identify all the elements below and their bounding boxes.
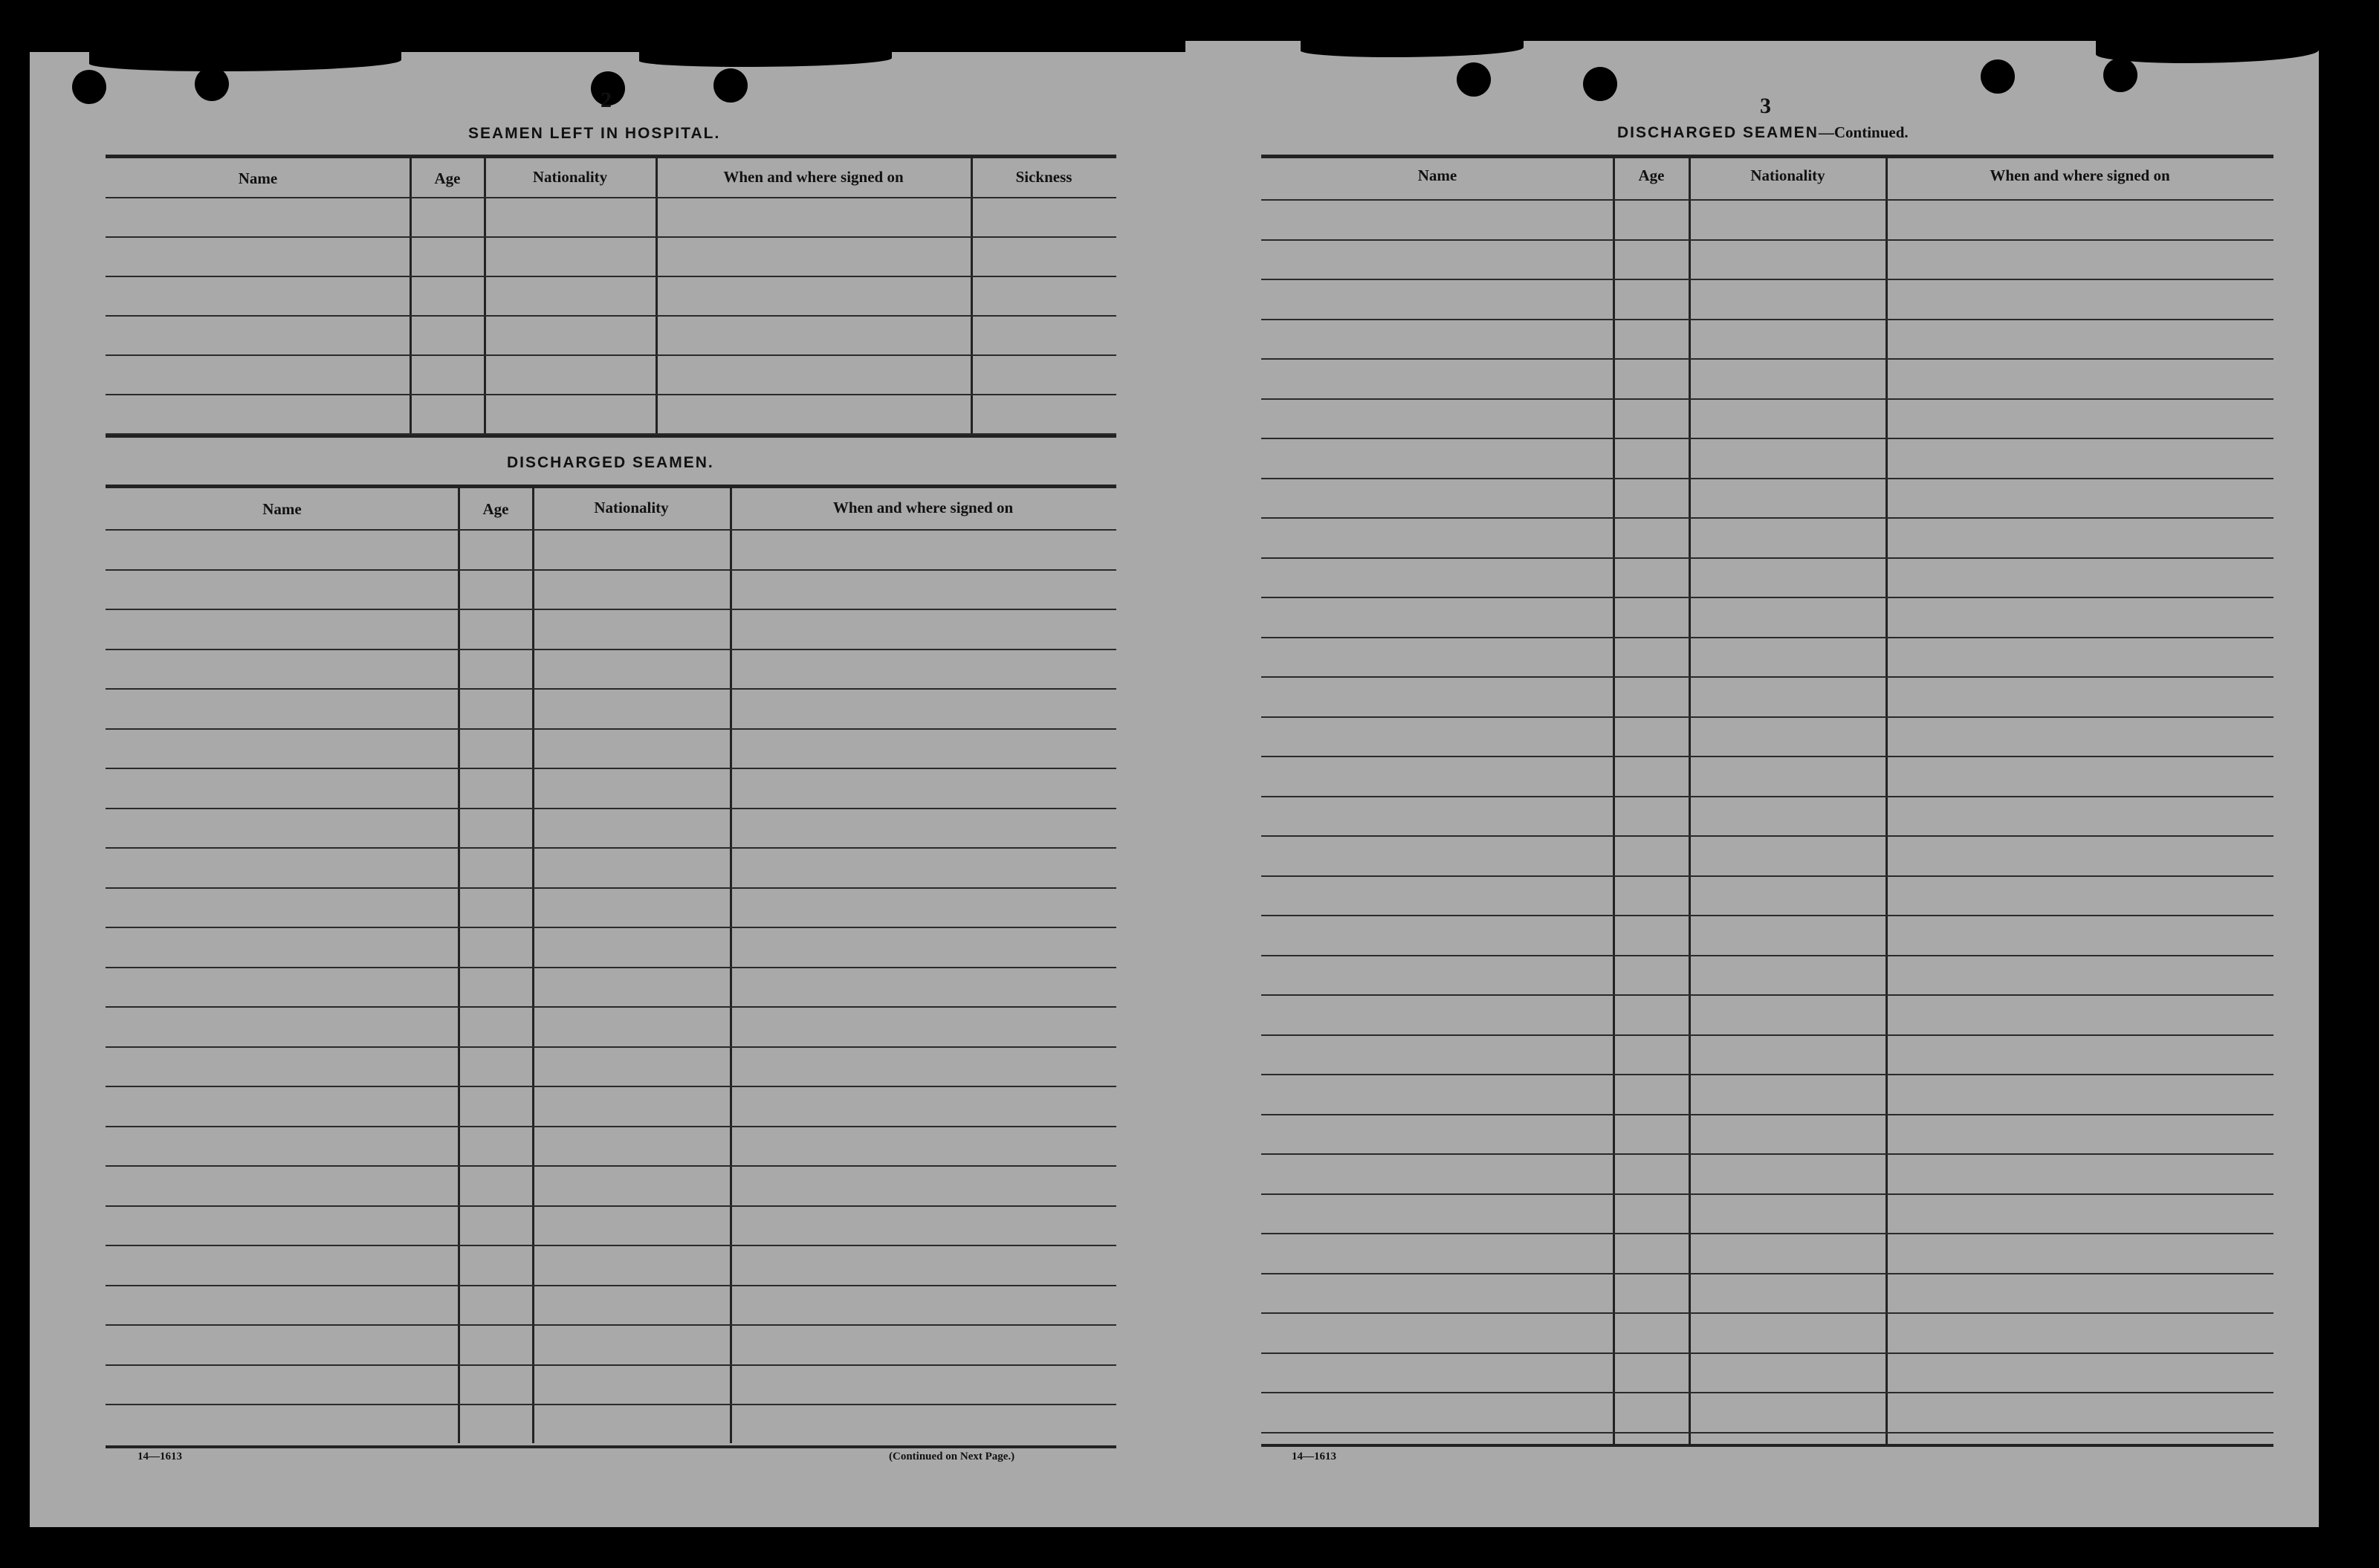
punch-hole [1583, 67, 1617, 101]
punch-hole [1981, 59, 2015, 94]
col-header-nationality: Nationality [594, 499, 669, 516]
table-row-line [106, 688, 1116, 690]
form-number: 14—1613 [1292, 1451, 1336, 1462]
left-page [30, 52, 1204, 1527]
col-header-nationality: Nationality [1750, 166, 1825, 184]
table-row-line [106, 354, 1116, 356]
punch-hole [1457, 62, 1491, 97]
table-row-line [1261, 1193, 2273, 1195]
section-title-main: DISCHARGED SEAMEN [1617, 124, 1819, 141]
column-divider [730, 488, 732, 1443]
table-row-line [1261, 676, 2273, 678]
table-row-line [1261, 319, 2273, 320]
table-row-line [106, 847, 1116, 849]
page-number: 3 [1760, 94, 1771, 118]
table-row-line [1261, 1392, 2273, 1393]
table-row-line [106, 1165, 1116, 1167]
table-row-line [1261, 398, 2273, 400]
table-row-line [106, 1245, 1116, 1246]
table-row-line [1261, 597, 2273, 598]
table-row-line [1261, 517, 2273, 519]
continued-note: (Continued on Next Page.) [889, 1451, 1015, 1462]
table-row-line [106, 808, 1116, 809]
col-header-age: Age [1638, 166, 1665, 184]
table-row-line [1261, 1312, 2273, 1314]
table-row-line [106, 315, 1116, 317]
table-row-line [1261, 1114, 2273, 1115]
table-row-line [106, 1364, 1116, 1366]
table-row-line [106, 529, 1116, 531]
column-divider [532, 488, 534, 1443]
table-row-line [106, 1285, 1116, 1286]
table-row-line [1261, 358, 2273, 360]
col-header-nationality: Nationality [532, 168, 608, 186]
table-row-line [1261, 199, 2273, 201]
table-bottom-rule [1261, 1444, 2273, 1447]
table-row-line [106, 768, 1116, 769]
table-row-line [106, 967, 1116, 968]
column-divider [1613, 158, 1615, 1444]
table-row-line [1261, 438, 2273, 439]
table-row-line [1261, 994, 2273, 996]
table-row-line [106, 1324, 1116, 1326]
table-row-line [1261, 279, 2273, 280]
table-row-line [106, 433, 1116, 435]
table-row-line [106, 276, 1116, 277]
table-row-line [1261, 1233, 2273, 1234]
discharged-continued-title [1617, 123, 1909, 142]
table-row-line [1261, 796, 2273, 797]
table-row-line [1261, 756, 2273, 757]
table-row-line [1261, 1273, 2273, 1274]
table-bottom-rule [106, 435, 1116, 438]
table-row-line [106, 1126, 1116, 1127]
table-row-line [1261, 835, 2273, 837]
discharged-section-title: DISCHARGED SEAMEN. [507, 454, 714, 471]
table-row-line [106, 609, 1116, 610]
column-divider [1689, 158, 1691, 1444]
table-row-line [106, 927, 1116, 928]
col-header-age: Age [434, 169, 461, 187]
punch-hole [713, 68, 748, 103]
table-row-line [106, 649, 1116, 650]
table-row-line [106, 1404, 1116, 1405]
table-row-line [106, 394, 1116, 395]
section-title-suffix: —Continued. [1818, 123, 1909, 141]
punch-hole [2103, 58, 2137, 92]
table-row-line [106, 1046, 1116, 1048]
punch-hole [195, 67, 229, 101]
table-top-rule [1261, 155, 2273, 158]
table-row-line [1261, 955, 2273, 956]
table-row-line [106, 569, 1116, 571]
table-row-line [106, 728, 1116, 730]
page-number: 2 [601, 88, 612, 112]
col-header-name: Name [1417, 166, 1457, 184]
table-top-rule [106, 155, 1116, 158]
table-row-line [1261, 875, 2273, 877]
table-row-line [106, 197, 1116, 198]
table-row-line [1261, 637, 2273, 638]
hospital-section-title: SEAMEN LEFT IN HOSPITAL. [468, 125, 721, 142]
table-row-line [1261, 915, 2273, 916]
right-page [1185, 41, 2319, 1527]
punch-hole [72, 70, 106, 104]
table-row-line [1261, 478, 2273, 479]
col-header-name: Name [262, 500, 302, 518]
column-divider [458, 488, 460, 1443]
col-header-name: Name [238, 169, 278, 187]
table-row-line [106, 236, 1116, 238]
col-header-signed-on: When and where signed on [1990, 166, 2170, 184]
form-number: 14—1613 [137, 1451, 182, 1462]
table-row-line [1261, 716, 2273, 718]
table-row-line [106, 1086, 1116, 1087]
table-row-line [1261, 1432, 2273, 1433]
table-row-line [106, 1006, 1116, 1008]
table-row-line [106, 887, 1116, 889]
table-bottom-rule [106, 1445, 1116, 1448]
table-top-rule [106, 485, 1116, 488]
column-divider [1886, 158, 1888, 1444]
col-header-sickness: Sickness [1015, 168, 1072, 186]
col-header-signed-on: When and where signed on [832, 499, 1014, 516]
table-row-line [106, 1205, 1116, 1207]
table-row-line [1261, 1074, 2273, 1075]
table-row-line [1261, 239, 2273, 241]
table-row-line [1261, 1153, 2273, 1155]
table-row-line [1261, 1034, 2273, 1036]
col-header-signed-on: When and where signed on [723, 168, 904, 186]
col-header-age: Age [482, 500, 509, 518]
table-row-line [1261, 1352, 2273, 1354]
table-row-line [1261, 557, 2273, 559]
